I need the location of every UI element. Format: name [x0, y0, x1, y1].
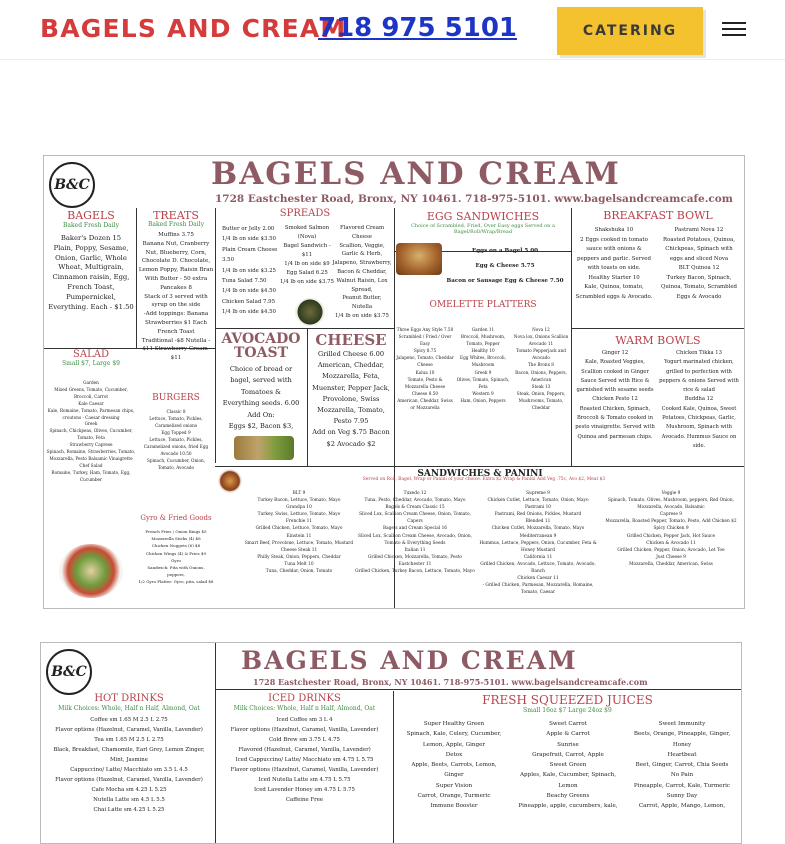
burgers-list: Classic 8 Lettuce, Tomato, Pickles, Caramelized onions Egg Topped 9 Lettuce, Tomato, Pickles, Caramelized onions, fried Egg Avocado 10.50 Spinach, Cucumber, Onion, Tomato, Avocado	[143, 409, 209, 470]
catering-button[interactable]: CATERING	[557, 7, 703, 55]
omelette-list-2: Garden 11 Broccoli, Mushroom, Tomato, Pepper Healthy 10 Egg Whites, Broccoli, Mushroom Greek 9 Olives, Tomato, Spinach, Feta Western 9 Ham, Onion, Peppers	[456, 327, 510, 403]
menu-address: 1728 Eastchester Road, Bronx, NY 10461. 718-975-5101. www.bagelsandcreamcafe.com	[215, 193, 733, 205]
menu-logo: B&C	[46, 649, 92, 695]
burgers-heading: BURGERS	[152, 393, 200, 403]
salad-list: Garden Mixed Greens, Tomato, Cucumber, Broccoli, Carrot Kale Caesar Kale, Romaine, Tomato, Parmesan chips, croutons - Caesar dressing Greek Spinach, Chickpeas, Olives, Cucumber, Tomato, Feta Strawberry Caprese Spinach, Romaine, Strawberries, Tomato, Mozzarella, Pesto Balsamic Vinaigrette Chef Salad Romaine, Turkey, Ham, Tomato, Egg, Cucumber	[46, 380, 136, 482]
site-header	[0, 0, 785, 60]
cheese-heading: CHEESE	[315, 331, 387, 349]
hamburger-menu-icon[interactable]	[722, 20, 746, 38]
bagels-subheading: Baked Fresh Daily	[63, 222, 119, 229]
sandwiches-subheading: Served on Roll, Bagel, Wrap or Panini of your choice. Extra $2 Wrap & Panini Add Veg .75c, Avo $2, Meat $3	[362, 477, 606, 482]
menu-image-food	[43, 155, 745, 609]
phone-link[interactable]: 718 975 5101	[318, 13, 518, 43]
menu-image-drinks	[40, 642, 742, 844]
treats-list: Muffins 3.75 Banana Nut, Cranberry Nut, Blueberry, Corn, Chocolate D. Chocolate, Lemon Poppy, Raisin Bran With Butter - 50 extra Pancakes 8 Stack of 3 served with syrup on the side -Add toppings: Banana Strawberries $1 Each French Toast Traditional -$8 Nutella - $11 Strawberry Cream- $11	[138, 232, 214, 362]
menu-logo: B&C	[49, 162, 95, 208]
warm-bowls-list-2: Chicken Tikka 13 Yogurt marinated chicken, grilled to perfection with peppers & onions Served with rice & salad Buddha 12 Cooked Kale, Quinoa, Sweet Potatoes, Chickpeas, Garlic, Mushroom, Spinach with Avocado. Hummus Sauce on side.	[659, 350, 739, 449]
juices-heading: FRESH SQUEEZED JUICES	[482, 693, 653, 707]
sandwiches-list-2: Tuxedo 12 Tuna, Pesto, Cheddar, Avocado, Tomato, Mayo Bagels & Cream Classic 15 Sliced Lox, Scallion Cream Cheese, Onion, Tomato, Capers Bagels and Cream Special 16 Sliced Lox, Scallion Cream Cheese, Avocado, Onion, Tomato & Everything Seeds Italian 11 Grilled Chicken, Mozzarella, Tomato, Pesto Eastchester 11 Grilled Chicken, Turkey Bacon, Lettuce, Tomato, Mayo	[355, 491, 475, 575]
spreads-list-2: Smoked Salmon (Nova) Bagel Sandwich - $11 1/4 lb on side $9 Egg Salad 6.25 1/4 lb on side $3.75	[280, 225, 334, 285]
hot-drinks-subheading: Milk Choices: Whole, Half n Half, Almond, Oat	[58, 705, 200, 712]
hot-drinks-heading: HOT DRINKS	[94, 693, 164, 704]
juices-list-1: Super Healthy Green Spinach, Kale, Celery, Cucumber, Lemon, Apple, Ginger Detox Apple, Beets, Carrots, Lemon, Ginger Super Vision Carrot, Orange, Turmeric Immune Booster	[406, 721, 502, 810]
omelette-list-3: Nova 12 Nova lox, Onions Scallion Avocado 11 Tomato Pepperjack and Avocado The Bronx 8 Bacon, Onions, Peppers, American Steak 13 Steak, Onion, Peppers, Mushrooms, Tomato, Cheddar	[513, 327, 569, 411]
iced-drinks-list: Iced Coffee sm 3 L 4 Flavor options (Hazelnut, Caramel, Vanilla, Lavender) Cold Brew sm 3.75 L 4.75 Flavored (Hazelnut, Caramel, Vanilla, Lavender) Iced Cappuccino/ Latte/ Macchiato sm 4.75 L 5.75 Flavor options (Hazelnut, Caramel, Vanilla, Lavender) Iced Nutella Latte sm 4.75 L 5.75 Iced Lavender Honey sm 4.75 L 5.75 Caffeine Free	[230, 717, 379, 803]
egg-sandwiches-subheading: Choice of Scrambled, Fried, Over Easy eggs Served on a Bagel/Roll/Wrap/Bread	[411, 223, 555, 235]
juices-list-2: Sweet Carrot Apple & Carrot Sunrise Grapefruit, Carrot, Apple Sweet Green Apples, Kale, Cucumber, Spinach, Lemon Beachy Greens Pineapple, apple, cucumbers, kale,	[518, 721, 618, 810]
sandwiches-heading: SANDWICHES & PANINI	[417, 469, 543, 479]
treats-subheading: Baked Fresh Daily	[148, 221, 204, 228]
breakfast-bowl-list-2: Pastrami Nova 12 Roasted Potatoes, Quinoa, Chickpeas, Spinach with eggs and sliced Nova BLT Quinoa 12 Turkey Bacon, Spinach, Quinoa, Tomato, Scrambled Eggs & Avocado	[661, 227, 737, 300]
spreads-list-1: Butter or Jelly 2.00 1/4 lb on side $3.50 Plain Cream Cheese 3.50 1/4 lb on side $3.25 Tuna Salad 7.50 1/4 lb on side $4.50 Chicken Salad 7.95 1/4 lb on side $4.50	[222, 226, 278, 316]
salad-heading: SALAD	[73, 349, 109, 360]
hot-drinks-list: Coffee sm 1.65 M 2.5 L 2.75 Flavor options (Hazelnut, Caramel, Vanilla, Lavender) Tea sm 1.65 M 2.5 L 2.75 Black, Breakfast, Chamomile, Earl Grey, Lemon Zinger, Mint, Jasmine Cappuccino/ Latte/ Macchiato sm 3.5 L 4.5 Flavor options (Hazelnut, Caramel, Vanilla, Lavender) Cafe Mocha sm 4.25 L 5.25 Nutella Latte sm 4.5 L 5.5 Chai Latte sm 4.25 L 5.25	[53, 717, 205, 813]
egg-sandwiches-list: Eggs on a Bagel 5.00 Egg & Cheese 5.75 Bacon or Sausage Egg & Cheese 7.50	[446, 248, 564, 284]
iced-drinks-subheading: Milk Choices: Whole, Half n Half, Almond, Oat	[233, 705, 376, 712]
bagels-heading: BAGELS	[67, 209, 115, 222]
juices-list-3: Sweet Immunity Beets, Orange, Pineapple, Ginger, Honey Heartbeat Beet, Ginger, Carrot, Chia Seeds No Pain Pineapple, Carrot, Kale, Turmeric Sunny Day Carrot, Apple, Mango, Lemon,	[633, 721, 731, 810]
sandwiches-list-3: Supreme 9 Chicken Cutlet, Lettuce, Tomato, Onion, Mayo Pastrami 10 Pastrami, Red Onions, Pickles, Mustard Blended 11 Chicken Cutlet, Mozzarella, Tomato, Mayo Mediterranean 9 Hummus, Lettuce, Peppers, Onion, Cucumber, Feta & Honey Mustard California 11 Grilled Chicken, Avocado, Lettuce, Tomato, Avocado, Ranch Chicken Caesar 11 - Grilled Chicken, Parmesan, Mozzarella, Romaine, Tomato, Caesar	[479, 491, 597, 596]
omelette-list-1: Three Eggs Any Style 7.50 Scrambled / Fried / Over Easy Spicy 8.75 Jalapeno, Tomato, Cheddar Cheese Kalua 10 Tomato, Pesto & Mozzarella Cheese Cheese 8.50 American, Cheddar, Swiss or Mozzarella	[396, 327, 454, 411]
egg-sandwich-photo	[396, 243, 442, 275]
salad-photo	[59, 544, 123, 598]
juices-subheading: Small 16oz $7 Large 24oz $9	[523, 707, 612, 714]
sandwiches-list-4: Veggie 9 Spinach, Tomato, Olives, Mushroom, peppers, Red Onion, Mozzarella, Avocado, Balsamic Caprese 9 Mozzarella, Roasted Pepper, Tomato, Pesto, Add Chicken $2 Spicy Chicken 9 Grilled Chicken, Pepper Jack, Hot Sauce Chicken & Avocado 11 Grilled Chicken, Pepper, Onion, Avocado, Let Toe Just Cheese 9 Mozzarella, Cheddar, American, Swiss	[605, 491, 737, 567]
treats-heading: TREATS	[153, 209, 199, 222]
iced-drinks-heading: ICED DRINKS	[268, 693, 341, 704]
menu-address: 1728 Eastchester Road, Bronx, NY 10461. 718-975-5101. www.bagelsandcreamcafe.com	[253, 677, 648, 687]
warm-bowls-list-1: Ginger 12 Kale, Roasted Veggies, Scallion cooked in Ginger Sauce Served with Rice & garnished with sesame seeds Chicken Pesto 12 Roasted Chicken, Spinach, Broccoli & Tomato cooked in pesto vinaigrette. Served with Quinoa and parmesan chips.	[575, 350, 655, 440]
avocado-toast-heading: AVOCADO TOAST	[221, 331, 301, 361]
breakfast-bowl-heading: BREAKFAST BOWL	[603, 209, 713, 222]
omelette-heading: OMELETTE PLATTERS	[429, 300, 537, 310]
bagel-photo	[295, 298, 325, 326]
breakfast-bowl-list-1: Shakshuka 10 2 Eggs cooked in tomato sauce with onions & peppers and garlic. Served with toasts on side. Healthy Starter 10 Kale, Quinoa, tomato, Scrambled eggs & Avocado.	[575, 227, 653, 300]
salad-subheading: Small $7, Large $9	[62, 360, 120, 367]
cheese-list: Grilled Cheese 6.00 American, Cheddar, Mozzarella, Feta, Muenster, Pepper Jack, Provolone, Swiss Mozzarella, Tomato, Pesto 7.95 Add on Veg $.75 Bacon $2 Avocado $2	[312, 350, 390, 448]
avocado-toast-photo	[234, 436, 294, 460]
gyro-heading: Gyro & Fried Goods	[140, 514, 212, 522]
menu-title: BAGELS AND CREAM	[241, 646, 578, 675]
sandwiches-list-1: BLT 9 Turkey Bacon, Lettuce, Tomato, Mayo Grandpa 10 Turkey, Swiss, Lettuce, Tomato, Mayo Frenchie 11 Grilled Chicken, Lettuce, Tomato, Mayo Einstein 11 Smart Beef, Provolone, Lettuce, Tomato, Mustard Cheese Steak 11 Philly Steak, Onion, Peppers, Cheddar Tuna Melt 10 Tuna, Cheddar, Onion, Tomato	[244, 491, 354, 575]
spreads-heading: SPREADS	[279, 208, 331, 219]
brand-logo-text[interactable]: BAGELS AND CREAM	[40, 14, 347, 43]
menu-title: BAGELS AND CREAM	[211, 156, 621, 192]
bagels-list: Baker's Dozen 15 Plain, Poppy, Sesame, Onion, Garlic, Whole Wheat, Multigrain, Cinnamon raisin, Egg, French Toast, Pumpernickel, Everything. Each - $1.50	[48, 234, 134, 311]
avocado-toast-list: Choice of bread or bagel, served with Tomatoes & Everything seeds. 6.00 Add On: Eggs $2, Bacon $3,	[222, 365, 300, 431]
egg-sandwiches-heading: EGG SANDWICHES	[426, 210, 540, 223]
gyro-list: French Fries / Onion Rings $5 Mozzarella Sticks (4) $8 Chicken Nuggets (6) $8 Chicken Wings (4) & Fries $9 Gyro Sandwich: Pita with Onions, peppers, 1/2 Gyro Platter: Gyro, pita, salad $8	[138, 529, 214, 585]
warm-bowls-heading: WARM BOWLS	[615, 334, 701, 347]
spreads-list-3: Flavored Cream Cheese Scallion, Veggie, Garlic & Herb, Jalapeno, Strawberry, Bacon & Cheddar, Walnut Raisin, Lox Spread, Peanut Butter, Nutella 1/4 lb on side $3.75	[332, 225, 392, 319]
